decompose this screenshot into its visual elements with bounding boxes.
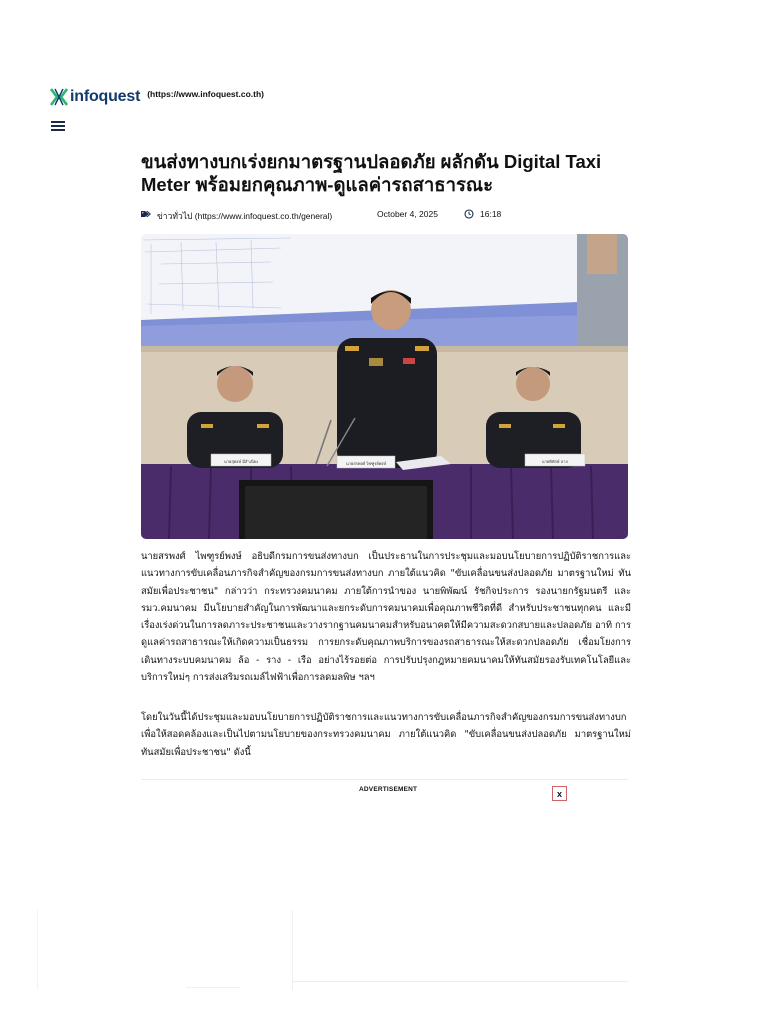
infoquest-logo-icon[interactable] (50, 88, 68, 106)
article-meta (141, 208, 631, 222)
footer-placeholder (37, 910, 293, 990)
nameplate-center: นายสรพงศ์ ไพฑูรย์พงษ์ (345, 461, 387, 466)
article-title: ขนส่งทางบกเร่งยกมาตรฐานปลอดภัย ผลักดัน Digital Taxi Meter พร้อมยกคุณภาพ-ดูแลค่ารถสาธารณะ (141, 151, 602, 195)
nameplate-right: นายพิทักษ์ ลาภ (541, 459, 569, 464)
ad-close-button[interactable]: x (552, 786, 567, 801)
site-url-link[interactable]: (https://www.infoquest.co.th) (147, 89, 264, 99)
category-link[interactable]: ข่าวทั่วไป (https://www.infoquest.co.th/general) (157, 211, 333, 221)
clock-icon (464, 209, 474, 219)
hamburger-menu-icon[interactable] (51, 121, 65, 131)
article-paragraph: โดยในวันนี้ได้ประชุมและมอบนโยบายการปฏิบัติราชการและแนวทางการขับเคลื่อนภารกิจสำคัญของกรมการขนส่งทางบกเพื่อให้สอดคล้องและเป็นไปตามนโยบายของกระทรวงคมนาคม ภายใต้แนวคิด "ขับเคลื่อนขนส่งปลอดภัย มาตรฐานใหม่ ทันสมัยเพื่อประชาชน" ดังนี้ (141, 712, 631, 758)
nameplate-left: นายสุพงษ์ มีสำเนียง (224, 459, 258, 464)
site-header (50, 86, 264, 108)
site-logo-text[interactable]: infoquest (70, 88, 141, 105)
publish-date: October 4, 2025 (377, 209, 438, 219)
article-paragraph: นายสรพงศ์ ไพฑูรย์พงษ์ อธิบดีกรมการขนส่งทางบก เป็นประธานในการประชุมและมอบนโยบายการปฏิบัติราชการและแนวทางการขับเคลื่อนภารกิจสำคัญของกรมการขนส่งทางบก ภายใต้แนวคิด "ขับเคลื่อนขนส่งปลอดภัย มาตรฐานใหม่ ทันสมัยเพื่อประชาชน" กล่าวว่า กระทรวงคมนาคม ภายใต้การนำของ นายพิพัฒน์ รัชกิจประการ รองนายกรัฐมนตรี และรมว.คมนาคม มีนโยบายสำคัญในการพัฒนาและยกระดับการคมนาคมเพื่อคุณภาพชีวิตที่ดี สำหรับประชาชนทุกคน และมีเรื่องเร่งด่วนในการลดภาระประชาชนและวางรากฐานคมนาคมสำหรับอนาคตให้มีความสะดวกสบายและปลอดภัย อาทิ การดูแลค่ารถสาธารณะให้เกิดความเป็นธรรม การยกระดับคุณภาพบริการของรถสาธารณะให้สะดวกปลอดภัย เชื่อมโยงการเดินทางระบบคมนาคม ล้อ - ราง - เรือ อย่างไร้รอยต่อ การปรับปรุงกฎหมายคมนาคมให้ทันสมัยรองรับเทคโนโลยีและบริการใหม่ๆ การส่งเสริมรถเมล์ไฟฟ้าเพื่อการลดมลพิษ ฯลฯ (141, 551, 631, 684)
article-photo (141, 234, 628, 539)
advertisement-label: ADVERTISEMENT (359, 786, 418, 793)
tag-icon (141, 210, 151, 218)
publish-time: 16:18 (480, 209, 502, 219)
ad-divider (141, 779, 628, 780)
footer-divider (293, 981, 628, 982)
footer-divider (186, 987, 240, 988)
